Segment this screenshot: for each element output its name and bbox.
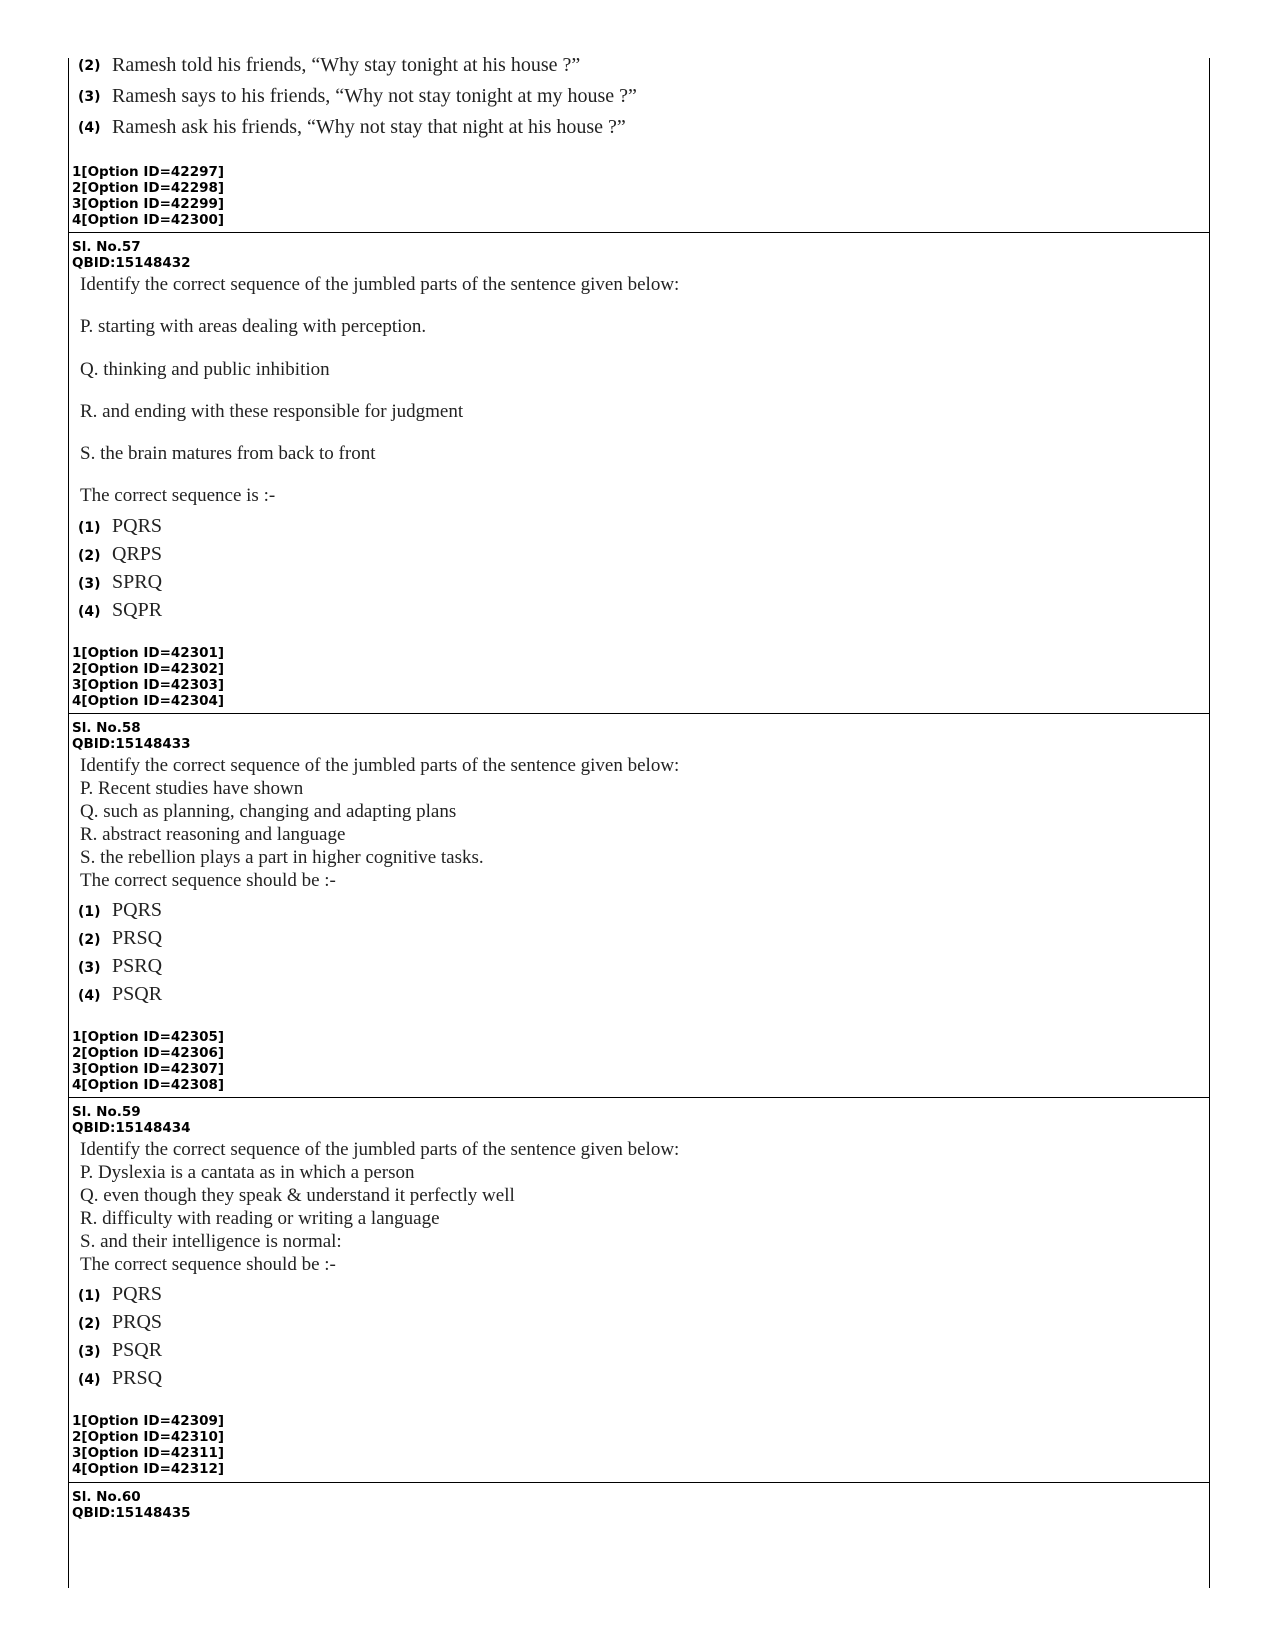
option-id: 1[Option ID=42305]: [72, 1029, 225, 1045]
question-line: Q. thinking and public inhibition: [80, 359, 330, 380]
question-line: S. the brain matures from back to front: [80, 443, 376, 464]
option-text: SQPR: [112, 599, 163, 621]
option-number: (2): [78, 548, 101, 564]
option-text: SPRQ: [112, 571, 163, 593]
option-text: Ramesh ask his friends, “Why not stay that night at his house ?”: [112, 116, 626, 138]
question-line: R. difficulty with reading or writing a language: [80, 1208, 440, 1229]
question-bank-id: QBID:15148435: [72, 1505, 191, 1521]
option-number: (4): [78, 988, 101, 1004]
serial-number: Sl. No.58: [72, 720, 141, 736]
question-line: S. and their intelligence is normal:: [80, 1231, 342, 1252]
question-line: R. and ending with these responsible for judgment: [80, 401, 464, 422]
option-text: PQRS: [112, 1283, 163, 1305]
question-line: Q. such as planning, changing and adapting plans: [80, 801, 457, 822]
row-divider: [68, 1482, 1209, 1483]
option-id: 2[Option ID=42306]: [72, 1045, 225, 1061]
option-id: 3[Option ID=42303]: [72, 677, 225, 693]
option-id: 1[Option ID=42297]: [72, 164, 225, 180]
question-line: The correct sequence should be :-: [80, 870, 336, 891]
row-divider: [68, 713, 1209, 714]
question-bank-id: QBID:15148433: [72, 736, 191, 752]
question-line: R. abstract reasoning and language: [80, 824, 346, 845]
row-divider: [68, 232, 1209, 233]
option-number: (3): [78, 576, 101, 592]
option-id: 3[Option ID=42311]: [72, 1445, 225, 1461]
serial-number: Sl. No.57: [72, 239, 141, 255]
question-bank-id: QBID:15148432: [72, 255, 191, 271]
question-line: Q. even though they speak & understand it perfectly well: [80, 1185, 515, 1206]
option-text: PQRS: [112, 515, 163, 537]
option-number: (3): [78, 89, 101, 105]
serial-number: Sl. No.59: [72, 1104, 141, 1120]
option-text: PQRS: [112, 899, 163, 921]
question-line: P. Recent studies have shown: [80, 778, 304, 799]
option-id: 3[Option ID=42299]: [72, 196, 225, 212]
question-line: The correct sequence should be :-: [80, 1254, 336, 1275]
option-id: 4[Option ID=42308]: [72, 1077, 225, 1093]
option-number: (4): [78, 1372, 101, 1388]
option-id: 3[Option ID=42307]: [72, 1061, 225, 1077]
option-id: 4[Option ID=42312]: [72, 1461, 225, 1477]
option-text: QRPS: [112, 543, 163, 565]
option-id: 2[Option ID=42298]: [72, 180, 225, 196]
option-number: (2): [78, 1316, 101, 1332]
option-text: Ramesh says to his friends, “Why not stay tonight at my house ?”: [112, 85, 637, 107]
question-line: P. starting with areas dealing with perception.: [80, 316, 427, 337]
option-id: 2[Option ID=42310]: [72, 1429, 225, 1445]
option-text: PSQR: [112, 983, 163, 1005]
option-number: (1): [78, 904, 101, 920]
question-line: Identify the correct sequence of the jumbled parts of the sentence given below:: [80, 274, 680, 295]
option-id: 4[Option ID=42304]: [72, 693, 225, 709]
question-bank-id: QBID:15148434: [72, 1120, 191, 1136]
option-text: PSRQ: [112, 955, 163, 977]
option-id: 2[Option ID=42302]: [72, 661, 225, 677]
question-line: The correct sequence is :-: [80, 485, 276, 506]
option-text: PRSQ: [112, 927, 163, 949]
question-line: Identify the correct sequence of the jumbled parts of the sentence given below:: [80, 755, 680, 776]
option-number: (1): [78, 1288, 101, 1304]
row-divider: [68, 1097, 1209, 1098]
question-line: P. Dyslexia is a cantata as in which a person: [80, 1162, 415, 1183]
option-id: 4[Option ID=42300]: [72, 212, 225, 228]
question-line: S. the rebellion plays a part in higher cognitive tasks.: [80, 847, 484, 868]
option-text: Ramesh told his friends, “Why stay tonight at his house ?”: [112, 54, 581, 76]
option-number: (4): [78, 120, 101, 136]
option-text: PRSQ: [112, 1367, 163, 1389]
option-number: (3): [78, 1344, 101, 1360]
option-number: (4): [78, 604, 101, 620]
serial-number: Sl. No.60: [72, 1489, 141, 1505]
option-number: (2): [78, 932, 101, 948]
option-number: (1): [78, 520, 101, 536]
option-number: (2): [78, 58, 101, 74]
option-number: (3): [78, 960, 101, 976]
option-id: 1[Option ID=42309]: [72, 1413, 225, 1429]
option-text: PSQR: [112, 1339, 163, 1361]
question-line: Identify the correct sequence of the jumbled parts of the sentence given below:: [80, 1139, 680, 1160]
option-text: PRQS: [112, 1311, 163, 1333]
option-id: 1[Option ID=42301]: [72, 645, 225, 661]
